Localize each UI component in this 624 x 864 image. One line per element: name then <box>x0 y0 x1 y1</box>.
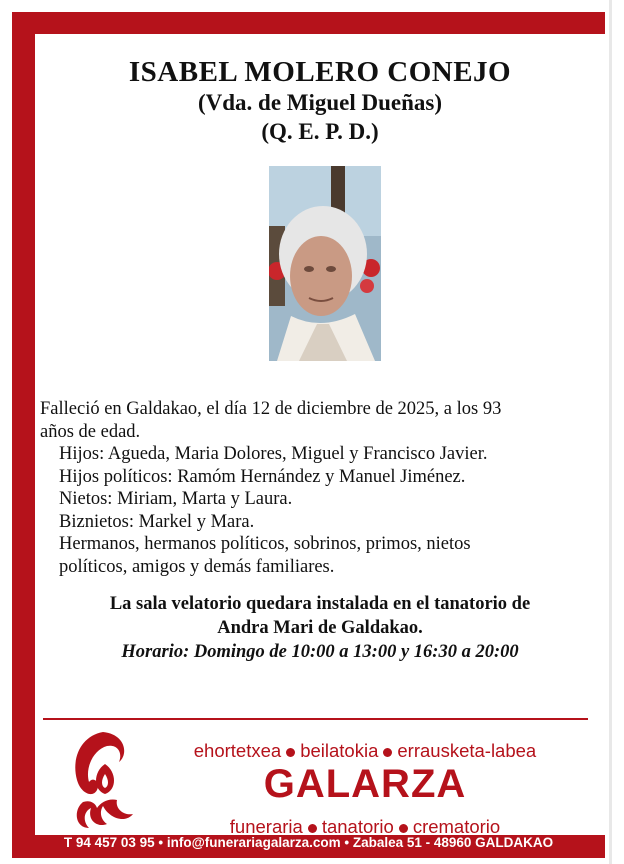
announcement-line-2: años de edad. <box>40 421 141 442</box>
great-grandchildren-line: Biznietos: Markel y Mara. <box>59 511 255 532</box>
rip-line: (Q. E. P. D.) <box>261 119 379 144</box>
divider <box>43 718 588 720</box>
wake-line-1: La sala velatorio quedara instalada en el tanatorio de <box>109 594 531 614</box>
red-border-frame <box>12 12 605 858</box>
contact-footer: T 94 457 03 95 • info@funerariagalarza.com • Zabalea 51 - 48960 GALDAKAO <box>63 835 554 850</box>
obituary-text <box>40 398 585 578</box>
children-in-law-line: Hijos políticos: Ramóm Hernández y Manuel Jiménez. <box>59 466 466 487</box>
tagline-item: beilatokia <box>300 740 379 761</box>
company-name: GALARZA <box>263 762 467 806</box>
deceased-name: ISABEL MOLERO CONEJO <box>128 56 512 88</box>
visiting-hours: Horario: Domingo de 10:00 a 13:00 y 16:30 a 20:00 <box>121 642 519 662</box>
page-edge <box>609 0 612 864</box>
announcement-line-1: Falleció en Galdakao, el día 12 de diciembre de 2025, a los 93 <box>40 399 502 419</box>
tagline-item: funeraria <box>229 816 303 837</box>
relatives-line-1: Hermanos, hermanos políticos, sobrinos, primos, nietos <box>59 534 471 554</box>
widow-of-line: (Vda. de Miguel Dueñas) <box>197 90 443 115</box>
tagline-item: errausketa-labea <box>397 740 537 761</box>
bullet-icon <box>286 748 295 757</box>
children-line: Hijos: Agueda, Maria Dolores, Miguel y Francisco Javier. <box>59 444 488 464</box>
galarza-logo-icon <box>63 728 143 832</box>
bullet-icon <box>383 748 392 757</box>
grandchildren-line: Nietos: Miriam, Marta y Laura. <box>59 489 293 509</box>
tagline-item: crematorio <box>412 816 501 837</box>
tagline-item: ehortetxea <box>193 740 282 761</box>
tagline-item: tanatorio <box>321 816 394 837</box>
tagline-basque <box>155 740 575 762</box>
obituary-card <box>35 34 605 835</box>
relatives-line-2: políticos, amigos y demás familiares. <box>59 556 335 577</box>
portrait-photo <box>269 166 381 361</box>
wake-line-2: Andra Mari de Galdakao. <box>217 618 423 638</box>
